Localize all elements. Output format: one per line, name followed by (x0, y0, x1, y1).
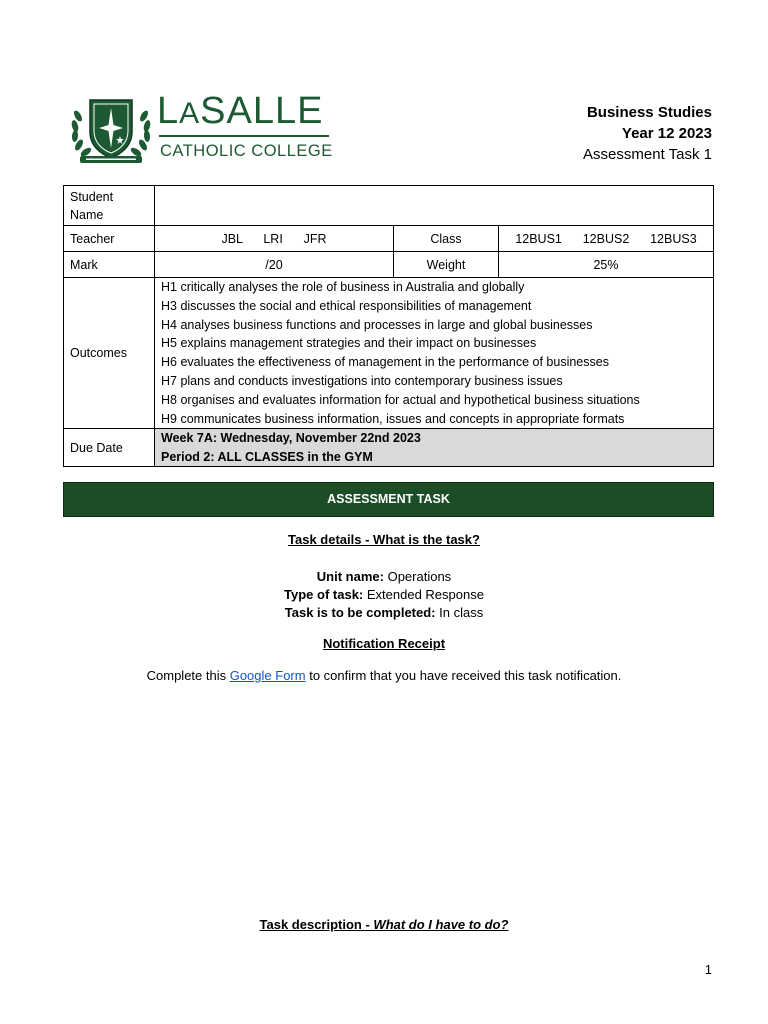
document-header (583, 102, 712, 165)
student-name-label: Student Name (64, 186, 155, 226)
student-row (64, 186, 714, 226)
page-number: 1 (704, 962, 712, 977)
outcomes-row (64, 278, 714, 429)
weight-value: 25% (499, 252, 714, 278)
year-title: Year 12 2023 (621, 125, 712, 142)
task-description-heading: Task description - What do I have to do? (259, 917, 509, 932)
assessment-task-banner: ASSESSMENT TASK (63, 482, 714, 517)
subject-title: Business Studies (586, 104, 712, 121)
task-details-heading: Task details - What is the task? (288, 532, 480, 547)
due-date-line1: Week 7A: Wednesday, November 22nd 2023 (161, 431, 421, 446)
due-date-row (64, 429, 714, 467)
school-name-wordmark: LASALLE (157, 90, 324, 132)
task-info-table (63, 185, 714, 467)
task-type-line: Type of task: Extended Response (284, 587, 484, 602)
logo-divider (159, 135, 329, 137)
due-date-line2: Period 2: ALL CLASSES in the GYM (161, 449, 373, 464)
outcome-item: H8 organises and evaluates information for actual and hypothetical business situations (161, 392, 640, 407)
google-form-link[interactable]: Google Form (229, 668, 306, 683)
mark-label: Mark (64, 252, 155, 278)
unit-name-line: Unit name: Operations (316, 569, 452, 584)
weight-label: Weight (394, 252, 499, 278)
student-name-field[interactable] (155, 186, 714, 226)
due-date-value (155, 429, 714, 467)
outcome-item: H5 explains management strategies and their impact on businesses (161, 336, 537, 351)
outcome-item: H1 critically analyses the role of business in Australia and globally (161, 280, 525, 294)
class-values: 12BUS1 12BUS2 12BUS3 (499, 226, 714, 252)
mark-value: /20 (155, 252, 394, 278)
outcome-item: H9 communicates business information, issues and concepts in appropriate formats (161, 411, 625, 426)
outcomes-label: Outcomes (64, 278, 155, 429)
completion-line: Task is to be completed: In class (284, 605, 484, 620)
outcome-item: H6 evaluates the effectiveness of management in the performance of businesses (161, 355, 609, 370)
notification-text: Complete this Google Form to confirm that you have received this task notification. (146, 668, 622, 683)
outcome-item: H7 plans and conducts investigations into contemporary business issues (161, 373, 563, 388)
teacher-values: JBL LRI JFR (155, 226, 394, 252)
outcome-item: H3 discusses the social and ethical responsibilities of management (161, 298, 532, 313)
mark-row (64, 252, 714, 278)
class-label: Class (394, 226, 499, 252)
task-details-block (0, 568, 768, 622)
school-subtitle: CATHOLIC COLLEGE (160, 142, 333, 160)
outcome-item: H4 analyses business functions and processes in large and global businesses (161, 317, 593, 332)
task-title: Assessment Task 1 (583, 146, 712, 163)
teacher-label: Teacher (64, 226, 155, 252)
school-logo (68, 90, 333, 166)
due-date-label: Due Date (64, 429, 155, 467)
teacher-row (64, 226, 714, 252)
crest-icon (68, 94, 154, 166)
notification-heading: Notification Receipt (322, 636, 446, 651)
outcomes-list (155, 278, 714, 429)
